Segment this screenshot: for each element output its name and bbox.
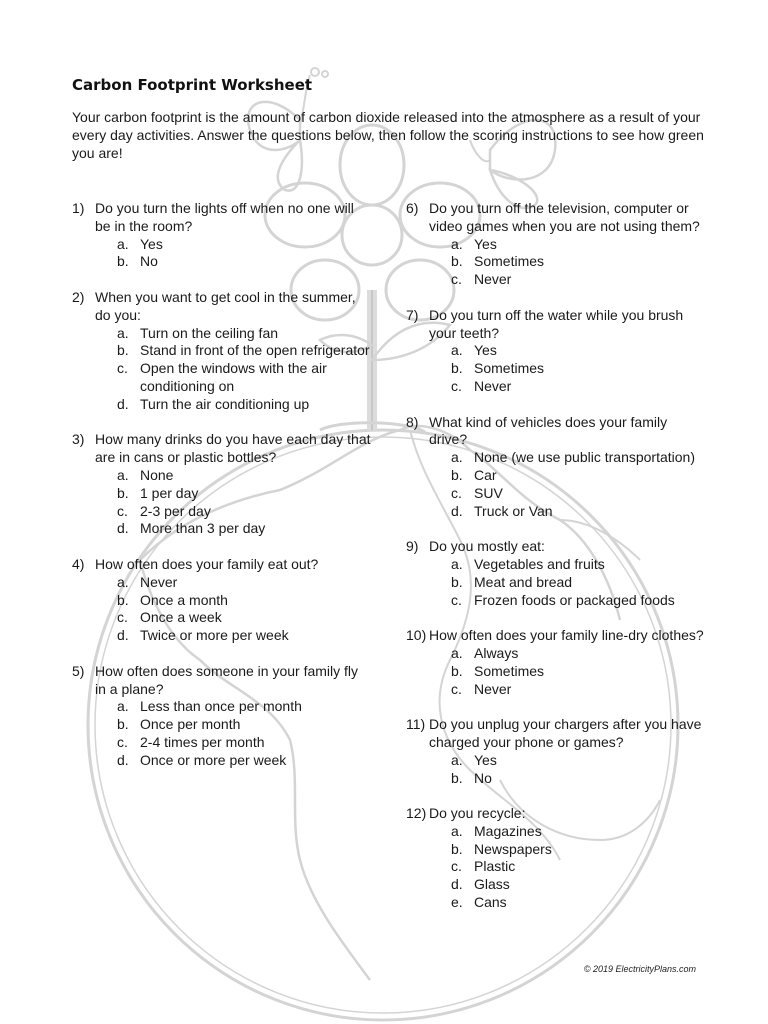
question-number: 5) [72,662,85,679]
option-text: No [140,253,158,270]
question-number: 1) [72,200,85,216]
question-number: 12) [406,805,427,822]
option-text: Vegetables and fruits [474,555,605,572]
question-prompt [72,289,372,325]
answer-option [406,663,706,681]
answer-option [72,485,372,503]
answer-option [72,236,372,254]
option-text: 1 per day [140,484,199,501]
option-letter: a. [451,449,463,466]
option-letter: d. [451,502,463,519]
option-letter: b. [117,591,129,608]
answer-option [406,485,706,503]
option-text: Open the windows with the air conditioning on [140,360,327,394]
question-prompt [406,538,706,556]
option-letter: a. [451,235,463,252]
option-letter: b. [117,342,129,359]
question-text: When you want to get cool in the summer, do you: [95,288,356,323]
question-prompt [406,805,706,823]
option-text: Glass [474,876,510,893]
option-text: Car [474,466,497,483]
answer-option [72,520,372,538]
option-letter: c. [451,484,462,501]
option-letter: c. [451,591,462,608]
question-text: How many drinks do you have each day that are in cans or plastic bottles? [95,431,371,466]
option-text: Turn the air conditioning up [140,395,310,412]
answer-option [406,271,706,289]
question-prompt [406,307,706,343]
answer-option [72,716,372,734]
option-letter: a. [117,698,129,715]
option-letter: c. [117,360,128,377]
answer-option [72,396,372,414]
option-text: Sometimes [474,360,545,377]
answer-option [72,360,372,396]
option-letter: c. [117,733,128,750]
option-letter: a. [117,573,129,590]
answer-option [406,681,706,699]
answer-option [406,449,706,467]
option-text: Plastic [474,858,516,875]
answer-option [406,574,706,592]
question-number: 9) [406,538,419,555]
question-number: 10) [406,627,427,644]
question-text: Do you turn the lights off when no one will be in the room? [95,200,354,234]
option-letter: d. [117,627,129,644]
option-letter: e. [451,894,463,911]
question-7 [406,307,706,396]
answer-option [406,770,706,788]
question-1 [72,200,372,271]
answer-option [406,592,706,610]
answer-option [72,609,372,627]
question-2 [72,289,372,414]
question-prompt [406,627,706,645]
question-4 [72,556,372,645]
answer-option [406,378,706,396]
answer-option [72,467,372,485]
answer-option [406,360,706,378]
option-text: Sometimes [474,662,545,679]
questions-right-column [406,200,706,930]
question-prompt [72,431,372,467]
question-12 [406,805,706,912]
question-number: 7) [406,306,419,323]
option-text: Never [474,377,512,394]
answer-option [72,503,372,521]
answer-option [406,858,706,876]
answer-option [72,253,372,271]
answer-option [406,876,706,894]
option-text: 2-3 per day [140,502,211,519]
question-text: Do you recycle: [429,805,526,822]
option-letter: b. [451,662,463,679]
option-text: Once or more per week [140,751,287,768]
question-prompt [72,200,372,236]
option-letter: d. [117,751,129,768]
answer-option [406,645,706,663]
answer-option [72,574,372,592]
option-letter: b. [451,360,463,377]
question-5 [72,663,372,770]
option-letter: a. [117,466,129,483]
option-letter: d. [451,876,463,893]
option-letter: b. [451,253,463,270]
question-prompt [72,663,372,699]
option-text: Never [140,573,178,590]
option-letter: d. [117,395,129,412]
option-text: Meat and bread [474,573,573,590]
option-text: Never [474,271,512,288]
question-3 [72,431,372,538]
option-letter: c. [451,377,462,394]
question-text: Do you turn off the water while you brush your teeth? [429,306,684,341]
option-letter: b. [117,716,129,733]
answer-option [406,467,706,485]
question-number: 3) [72,431,85,448]
option-letter: c. [451,858,462,875]
answer-option [406,894,706,912]
question-number: 6) [406,200,419,216]
question-prompt [406,716,706,752]
option-letter: b. [451,573,463,590]
question-prompt [406,414,706,450]
option-text: Yes [474,235,497,252]
option-letter: d. [117,520,129,537]
option-letter: c. [117,609,128,626]
option-text: SUV [474,484,503,501]
option-text: Once per month [140,716,241,733]
option-text: None [140,466,174,483]
answer-option [72,698,372,716]
option-text: Never [474,680,512,697]
question-text: How often does your family line-dry clothes? [429,627,704,644]
option-text: Magazines [474,822,542,839]
option-text: Sometimes [474,253,545,270]
question-text: How often does someone in your family fly in a plane? [95,662,359,697]
question-text: What kind of vehicles does your family drive? [429,413,668,448]
answer-option [406,556,706,574]
option-letter: c. [117,502,128,519]
answer-option [72,752,372,770]
option-text: More than 3 per day [140,520,266,537]
option-text: Truck or Van [474,502,553,519]
question-prompt [72,556,372,574]
worksheet-title: Carbon Footprint Worksheet [72,76,313,94]
option-letter: a. [451,644,463,661]
answer-option [406,841,706,859]
option-text: Frozen foods or packaged foods [474,591,675,608]
option-text: Always [474,644,519,661]
option-letter: a. [117,324,129,341]
option-letter: b. [451,840,463,857]
option-text: Stand in front of the open refrigerator [140,342,370,359]
option-letter: a. [451,751,463,768]
option-text: Newspapers [474,840,552,857]
question-text: Do you turn off the television, computer or video games when you are not using them? [429,200,700,234]
intro-paragraph: Your carbon footprint is the amount of carbon dioxide released into the atmosphere as a result of your every day activities. Answer the questions below, then follow the scoring instructions to see how green you are! [72,109,704,161]
answer-option [406,236,706,254]
answer-option [406,342,706,360]
question-prompt [406,200,706,236]
answer-option [406,503,706,521]
option-text: Yes [474,751,497,768]
option-text: Yes [474,342,497,359]
question-10 [406,627,706,698]
answer-option [72,734,372,752]
question-text: Do you mostly eat: [429,538,545,555]
option-letter: a. [451,822,463,839]
option-letter: c. [451,271,462,288]
question-number: 11) [406,716,426,733]
question-11 [406,716,706,787]
option-letter: a. [451,342,463,359]
question-8 [406,414,706,521]
option-text: Once a week [140,609,222,626]
question-9 [406,538,706,609]
copyright-footer: © 2019 ElectricityPlans.com [583,964,696,974]
option-text: Turn on the ceiling fan [140,324,279,341]
question-6 [406,200,706,289]
answer-option [406,253,706,271]
answer-option [72,342,372,360]
option-text: 2-4 times per month [140,733,265,750]
option-text: None (we use public transportation) [474,449,696,466]
option-letter: a. [451,555,463,572]
option-text: Twice or more per week [140,627,289,644]
question-number: 4) [72,555,85,572]
option-letter: b. [117,484,129,501]
option-letter: b. [451,769,463,786]
option-text: No [474,769,492,786]
answer-option [72,592,372,610]
answer-option [72,325,372,343]
option-text: Yes [140,235,163,252]
option-text: Cans [474,894,507,911]
question-text: Do you unplug your chargers after you have charged your phone or games? [429,716,702,750]
question-number: 2) [72,288,85,305]
option-letter: a. [117,235,129,252]
question-number: 8) [406,413,419,430]
option-letter: c. [451,680,462,697]
questions-left-column [72,200,372,787]
answer-option [406,752,706,770]
option-text: Less than once per month [140,698,302,715]
option-letter: b. [117,253,129,270]
question-text: How often does your family eat out? [95,555,319,572]
option-letter: b. [451,466,463,483]
option-text: Once a month [140,591,228,608]
answer-option [406,823,706,841]
answer-option [72,627,372,645]
